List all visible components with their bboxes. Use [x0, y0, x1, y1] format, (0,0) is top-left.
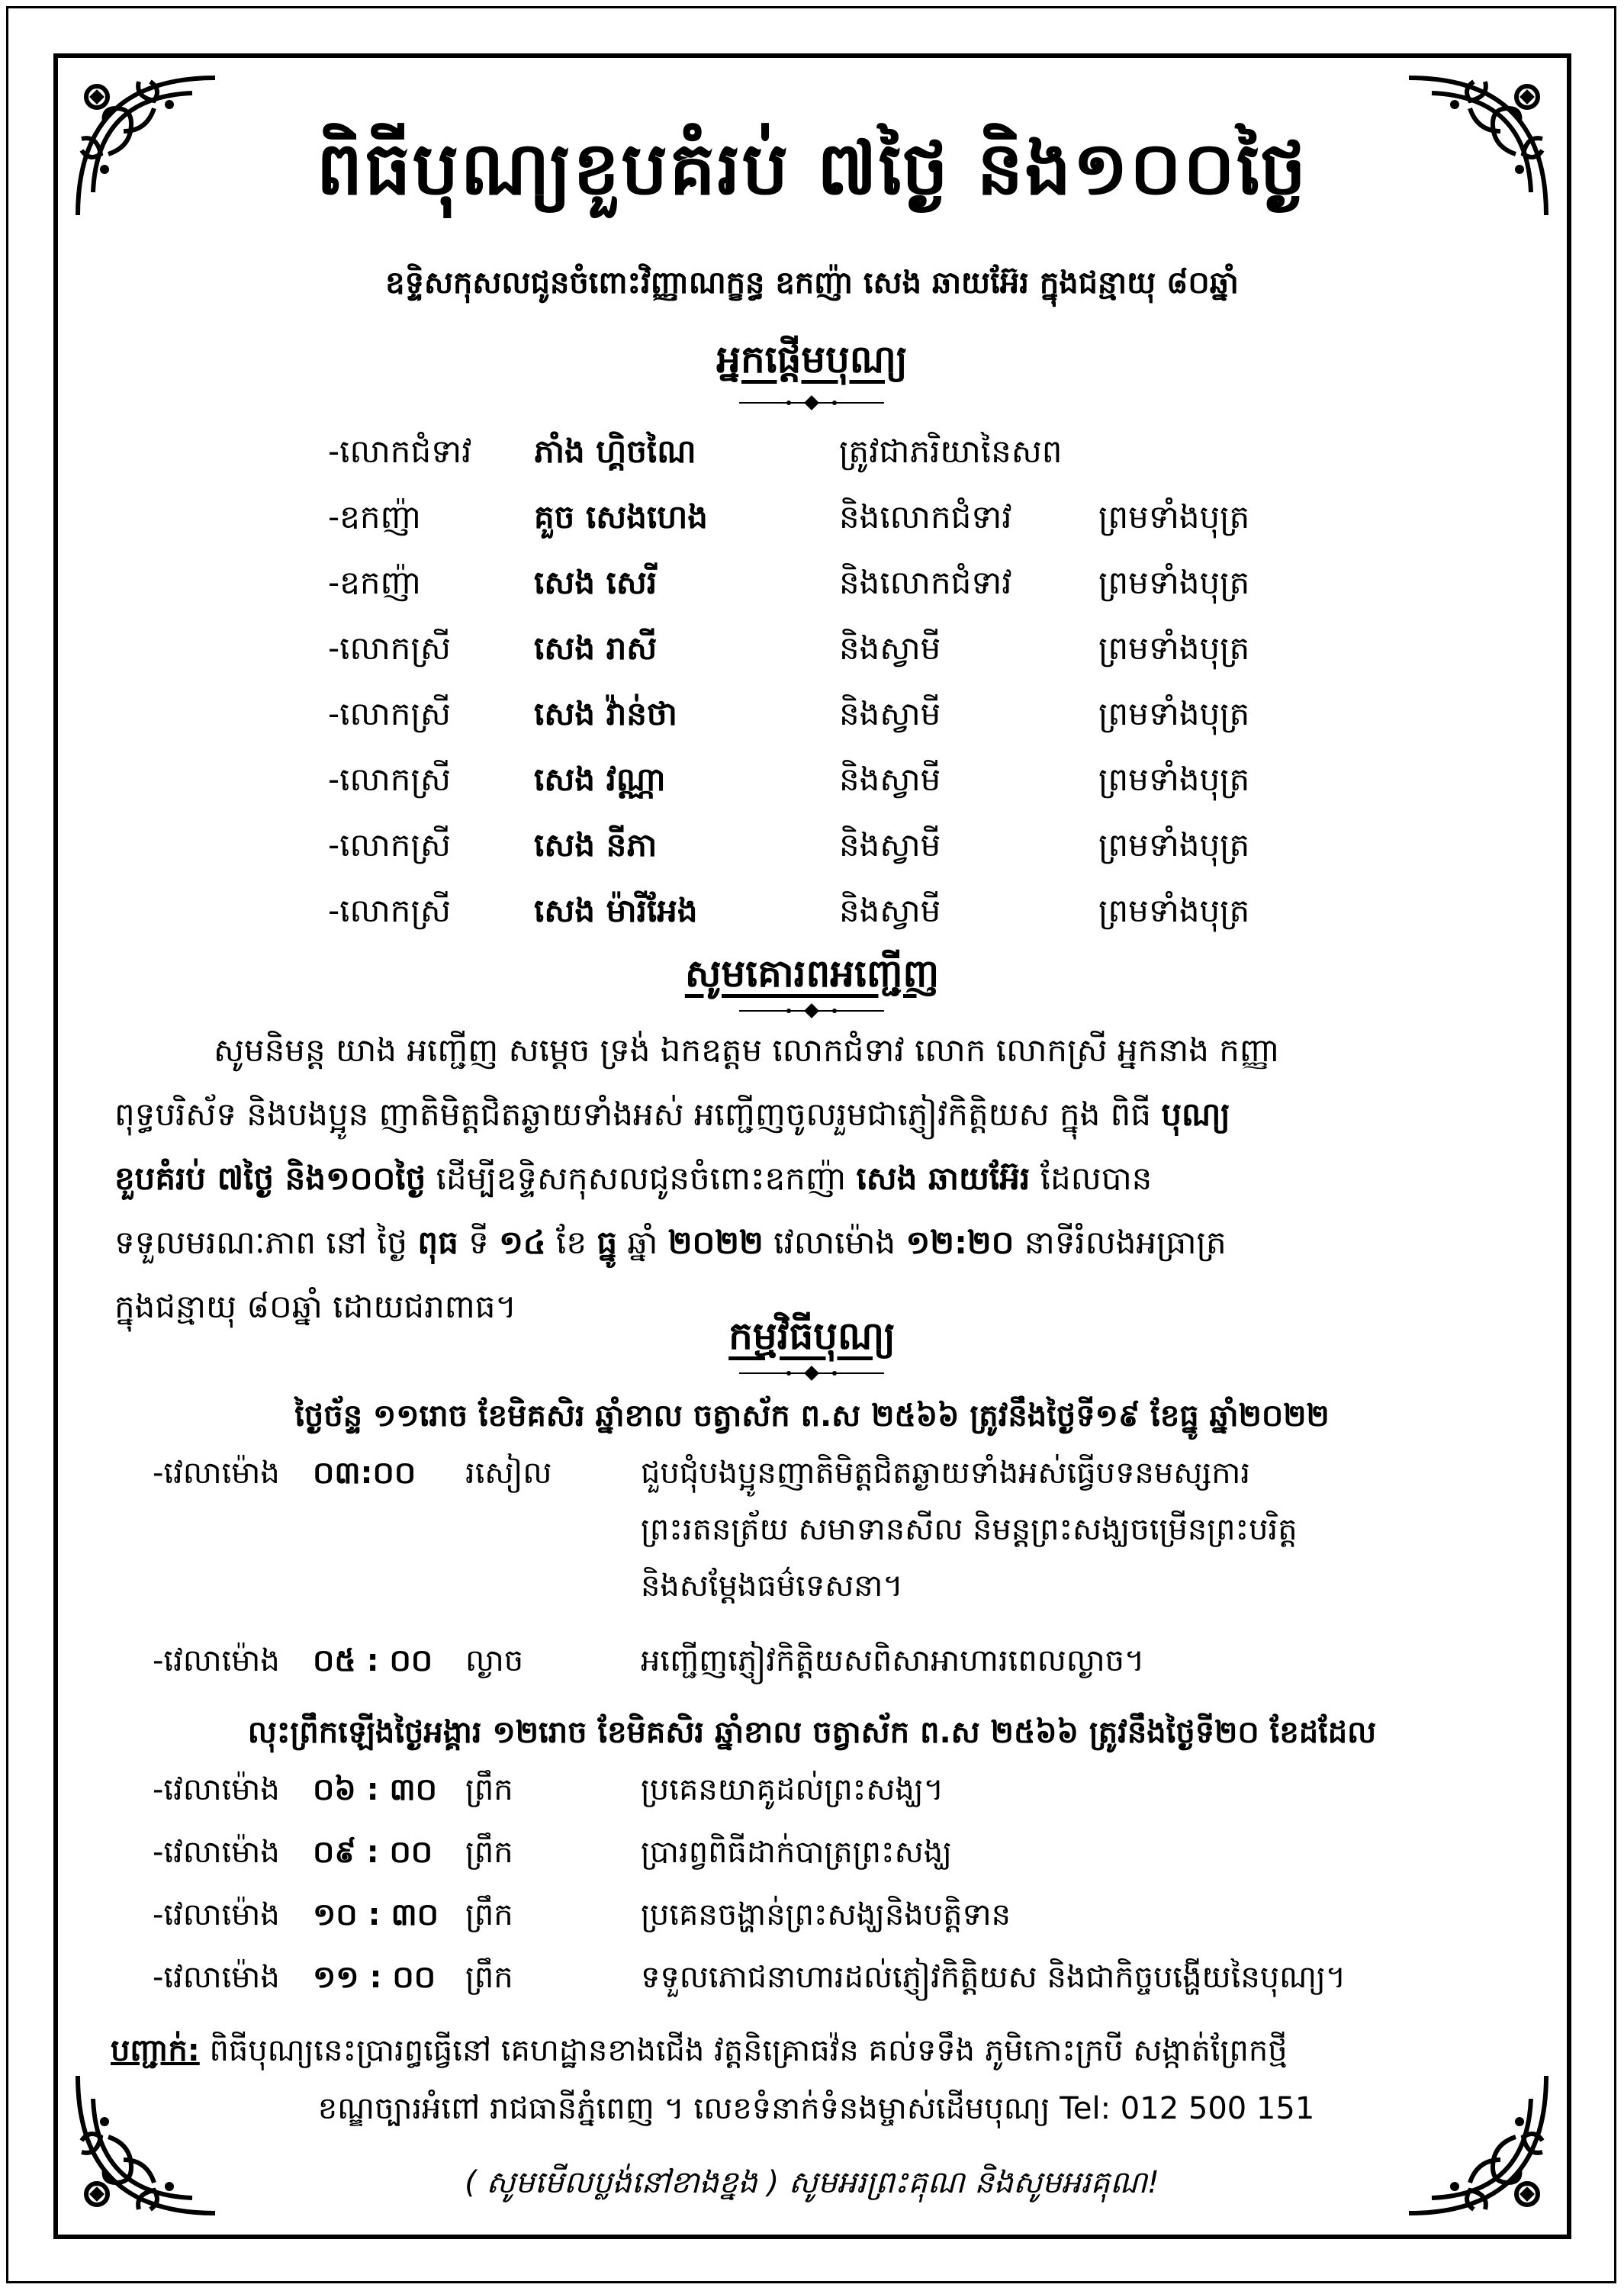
invitation-emphasis: ពុធ — [417, 1224, 458, 1261]
host-name: សេង សេរី — [534, 564, 658, 601]
host-title: -លោកស្រី — [328, 695, 451, 732]
divider-ornament-icon — [735, 1003, 888, 1018]
invitation-emphasis: បុណ្យ — [1161, 1096, 1230, 1133]
schedule-desc-row — [0, 1641, 1624, 1694]
host-relation: និងលោកជំទាវ — [839, 498, 1012, 536]
host-title: -លោកជំទាវ — [328, 433, 472, 470]
schedule-row — [0, 1832, 1624, 1886]
invitation-line: ក្នុងជន្មាយុ ៨០ឆ្នាំ ដោយជរាពាធ។ — [114, 1288, 517, 1325]
schedule-label: -វេលាម៉ោង — [153, 1835, 280, 1870]
schedule-description: ប្រារព្វពិធីដាក់បាត្រព្រះសង្ឃ — [641, 1835, 953, 1870]
schedule-row — [0, 1770, 1624, 1823]
schedule-description: ព្រះរតនត្រ័យ សមាទានសីល និមន្តព្រះសង្ឃចម្រើនព្រះបរិត្ត — [641, 1512, 1298, 1547]
host-row — [0, 693, 1624, 747]
host-relation: និងស្វាមី — [839, 826, 941, 864]
footer-note: ( សូមមើលប្លង់នៅខាងខ្នង ) សូមអរព្រះគុណ និងសូមអរគុណ! — [465, 2165, 1159, 2200]
invitation-line: សូមនិមន្ត យាង អញ្ជើញ សម្តេច ទ្រង់ ឯកឧត្តម លោកជំទាវ លោក លោកស្រី អ្នកនាង កញ្ញា — [214, 1031, 1280, 1069]
schedule-row — [0, 1895, 1624, 1948]
schedule-period: ព្រឹក — [465, 1897, 513, 1932]
deceased-name: សេង ឆាយអ៊ែរ — [856, 1160, 1031, 1197]
hosts-heading: អ្នកផ្តើមបុណ្យ — [716, 337, 908, 381]
schedule-period: ល្ងាច — [465, 1643, 524, 1678]
invitation-emphasis: ១៤ — [499, 1224, 546, 1261]
program-heading: កម្មវិធីបុណ្យ — [728, 1314, 896, 1358]
schedule-time: ០៥ : ០០ — [313, 1643, 433, 1678]
invitation-emphasis: ២០២២ — [667, 1224, 764, 1261]
notice-line: ពិធីបុណ្យនេះប្រារព្ធធ្វើនៅ គេហដ្ឋានខាងជើង វត្តនិគ្រោធវ៉ន គល់ទទឹង ភូមិកោះក្របី សង្កាត់ព្រែកថ្មី — [199, 2033, 1288, 2068]
schedule-description: ប្រគេនយាគូដល់ព្រះសង្ឃ។ — [641, 1772, 944, 1807]
host-row — [0, 562, 1624, 616]
schedule-description: ជួបជុំបងប្អូនញាតិមិត្តជិតឆ្ងាយទាំងអស់ធ្វើបទនមស្សការ — [641, 1456, 1251, 1491]
schedule-time: ១០ : ៣០ — [313, 1897, 439, 1932]
invitation-paragraph — [114, 1018, 1510, 1339]
host-name: សេង រាសី — [534, 629, 658, 667]
invitation-heading: សូមគោរពអញ្ជើញ — [684, 951, 940, 996]
invitation-line: ដែលបាន — [1030, 1160, 1153, 1197]
day1-heading: ថ្ងៃច័ន្ទ ១១រោច ខែមិគសិរ ឆ្នាំខាល ចត្វាស័ក ព.ស ២៥៦៦ ត្រូវនឹងថ្ងៃទី១៩ ខែធ្នូ ឆ្នាំ២០២២ — [294, 1398, 1330, 1433]
day2-heading: លុះព្រឹកឡើងថ្ងៃអង្គារ ១២រោច ខែមិគសិរ ឆ្នាំខាល ចត្វាស័ក ព.ស ២៥៦៦ ត្រូវនឹងថ្ងៃទី២០ ខែដដែល — [247, 1715, 1377, 1750]
host-row — [0, 628, 1624, 681]
host-title: -លោកស្រី — [328, 892, 451, 929]
host-title: -លោកស្រី — [328, 629, 451, 667]
schedule-time: ០៣:០០ — [313, 1456, 416, 1491]
notice-block — [111, 2022, 1522, 2138]
host-row — [0, 890, 1624, 944]
schedule-desc-row — [0, 1566, 1624, 1620]
invitation-line: ឆ្នាំ — [617, 1224, 668, 1261]
schedule-label: -វេលាម៉ោង — [153, 1897, 280, 1932]
page-title: ពិធីបុណ្យខួបគំរប់ ៧ថ្ងៃ និង១០០ថ្ងៃ — [316, 126, 1308, 211]
schedule-description: និងសម្តែងធម៌ទេសនា។ — [641, 1569, 903, 1604]
host-family: ព្រមទាំងបុត្រ — [1098, 695, 1250, 732]
invitation-line: វេលាម៉ោង — [763, 1224, 906, 1261]
host-relation: និងស្វាមី — [839, 629, 941, 667]
schedule-label: -វេលាម៉ោង — [153, 1456, 280, 1491]
invitation-line: ទី — [458, 1224, 500, 1261]
invitation-emphasis: ១២:២០ — [905, 1224, 1015, 1261]
schedule-time: ០៦ : ៣០ — [313, 1772, 437, 1807]
host-title: -លោកស្រី — [328, 826, 451, 864]
host-name: សេង វ៉ាន់ថា — [534, 695, 677, 732]
schedule-row — [0, 1958, 1624, 2011]
host-title: -លោកស្រី — [328, 761, 451, 798]
host-name: សេង ម៉ារីអែង — [534, 892, 698, 929]
invitation-emphasis: ខួបគំរប់ ៧ថ្ងៃ និង១០០ថ្ងៃ — [114, 1160, 426, 1197]
divider-ornament-icon — [735, 1366, 888, 1381]
schedule-period: ព្រឹក — [465, 1960, 513, 1995]
host-name: គួច សេងហេង — [534, 498, 708, 536]
schedule-time: ០៩ : ០០ — [313, 1835, 433, 1870]
dedication-subtitle: ឧទ្ទិសកុសលជូនចំពោះវិញ្ញាណក្ខន្ធ ឧកញ៉ា សេង ឆាយអ៊ែរ ក្នុងជន្មាយុ ៨០ឆ្នាំ — [385, 265, 1239, 301]
invitation-line: ដើម្បីឧទ្ទិសកុសលជូនចំពោះឧកញ៉ា — [426, 1160, 857, 1197]
invitation-emphasis: ធ្នូ — [597, 1224, 618, 1261]
host-family: ព្រមទាំងបុត្រ — [1098, 826, 1250, 864]
host-title: -ឧកញ៉ា — [328, 498, 421, 536]
schedule-description: អញ្ជើញភ្ញៀវកិត្តិយសពិសាអាហារពេលល្ងាច។ — [641, 1643, 1145, 1678]
schedule-label: -វេលាម៉ោង — [153, 1772, 280, 1807]
host-family: ព្រមទាំងបុត្រ — [1098, 498, 1250, 536]
schedule-desc-row — [0, 1453, 1624, 1507]
host-row — [0, 825, 1624, 878]
invitation-line: ខែ — [545, 1224, 597, 1261]
host-row — [0, 759, 1624, 812]
schedule-period: រសៀល — [465, 1456, 552, 1491]
host-relation: និងស្វាមី — [839, 892, 941, 929]
host-relation: ត្រូវជាភរិយានៃសព — [839, 433, 1063, 470]
host-relation: និងស្វាមី — [839, 761, 941, 798]
schedule-description: ទទួលភោជនាហារដល់ភ្ញៀវកិត្តិយស និងជាកិច្ចបង្ហើយនៃបុណ្យ។ — [641, 1960, 1346, 1995]
schedule-label: -វេលាម៉ោង — [153, 1643, 280, 1678]
notice-line: ខណ្ឌច្បារអំពៅ រាជធានីភ្នំពេញ ។ លេខទំនាក់ទំនងម្ចាស់ដើមបុណ្យ Tel: 012 500 151 — [317, 2091, 1315, 2126]
invitation-line: ពុទ្ធបរិស័ទ និងបងប្អូន ញាតិមិត្តជិតឆ្ងាយទាំងអស់ អញ្ជើញចូលរួមជាភ្ញៀវកិត្តិយស ក្នុង ពិធី — [114, 1096, 1162, 1133]
host-name: សេង វណ្ណា — [534, 761, 666, 798]
host-name: ភាំង ហ្គិចណៃ — [534, 433, 696, 470]
host-relation: និងលោកជំទាវ — [839, 564, 1012, 601]
host-title: -ឧកញ៉ា — [328, 564, 421, 601]
host-name: សេង នីភា — [534, 826, 658, 864]
host-row — [0, 497, 1624, 550]
notice-label: បញ្ជាក់: — [111, 2033, 200, 2068]
schedule-description: ប្រគេនចង្ហាន់ព្រះសង្ឃនិងបត្តិទាន — [641, 1897, 1011, 1932]
schedule-period: ព្រឹក — [465, 1772, 513, 1807]
schedule-period: ព្រឹក — [465, 1835, 513, 1870]
schedule-label: -វេលាម៉ោង — [153, 1960, 280, 1995]
invitation-line: ទទួលមរណៈភាព នៅ ថ្ងៃ — [114, 1224, 418, 1261]
host-row — [0, 431, 1624, 484]
host-relation: និងស្វាមី — [839, 695, 941, 732]
host-family: ព្រមទាំងបុត្រ — [1098, 564, 1250, 601]
schedule-time: ១១ : ០០ — [313, 1960, 436, 1995]
host-family: ព្រមទាំងបុត្រ — [1098, 629, 1250, 667]
invitation-line: នាទីរំលងអធ្រាត្រ — [1014, 1224, 1227, 1261]
host-family: ព្រមទាំងបុត្រ — [1098, 892, 1250, 929]
schedule-desc-row — [0, 1510, 1624, 1563]
divider-ornament-icon — [735, 395, 888, 410]
host-family: ព្រមទាំងបុត្រ — [1098, 761, 1250, 798]
